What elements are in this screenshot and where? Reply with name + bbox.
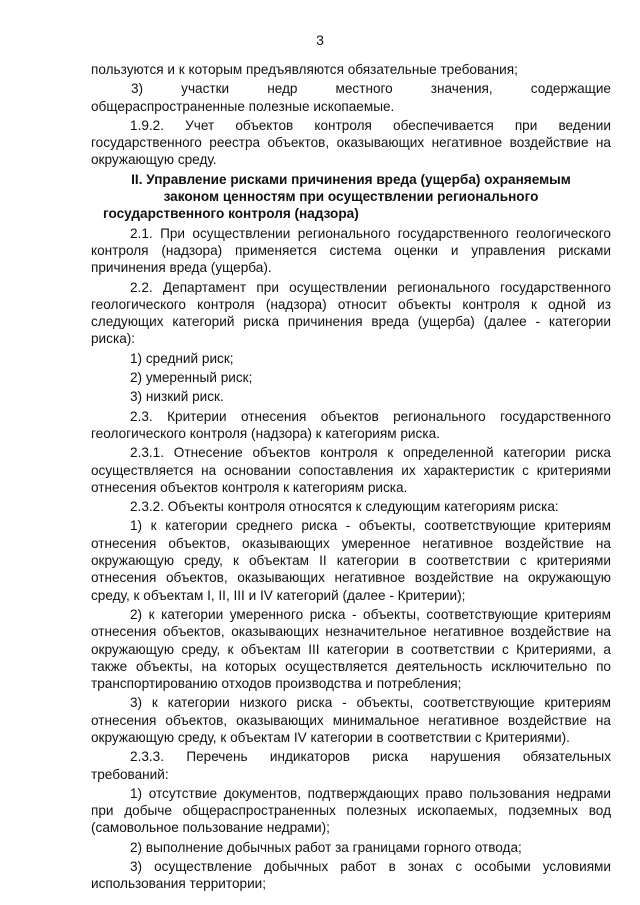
- list-item: 3) осуществление добычных работ в зонах с особыми условиями использования территории;: [91, 859, 611, 892]
- page-number: 3: [316, 32, 324, 48]
- paragraph: 3) участки недр местного значения, содержащие: [131, 81, 611, 97]
- paragraph: общераспространенные полезные ископаемые.: [91, 98, 395, 114]
- paragraph: 2.2. Департамент при осуществлении регионального государственного геологического контроля (надзора) относит объекты контроля к одной из следующих категорий риска причинения вреда (ущерба) (далее - категории риска):: [91, 279, 611, 347]
- paragraph: 2.3.3. Перечень индикаторов риска нарушения обязательных: [130, 749, 611, 765]
- list-item: 1) средний риск;: [130, 350, 234, 366]
- paragraph: требований:: [91, 766, 169, 782]
- list-item: 3) низкий риск.: [130, 389, 224, 405]
- paragraph: 1.9.2. Учет объектов контроля обеспечивается при ведении государственного реестра объектов, оказывающих негативное воздействие на окружающую среду.: [91, 117, 611, 168]
- paragraph: 2.3.1. Отнесение объектов контроля к определенной категории риска осуществляется на основании сопоставления их характеристик с критериями отнесения объектов контроля к категориям риска.: [91, 445, 611, 495]
- list-item: 2) выполнение добычных работ за границами горного отвода;: [130, 839, 522, 855]
- document-body: [91, 61, 611, 893]
- section-heading: II. Управление рисками причинения вреда (ущерба) охраняемым законом ценностям при осуществлении регионального государственного контроля (надзора): [103, 171, 571, 222]
- paragraph: пользуются и к которым предъявляются обязательные требования;: [91, 62, 518, 77]
- paragraph: 2.1. При осуществлении регионального государственного геологического контроля (надзора) применяется система оценки и управления рисками причинения вреда (ущерба).: [91, 225, 611, 276]
- list-item: 3) к категории низкого риска - объекты, соответствующие критериям отнесения объектов, оказывающих минимальное негативное воздействие на окружающую среду, к объектам IV категории в соответствии с Критериями).: [91, 695, 611, 745]
- list-item: 2) умеренный риск;: [130, 370, 253, 386]
- list-item: 1) к категории среднего риска - объекты, соответствующие критериям отнесения объектов, оказывающих умеренное негативное воздействие на окружающую среду, к объектам II категории в соответствии с критериями отнесения объектов, оказывающих негативное воздействие на окружающую среду, к объектам I, II, III и IV категорий (далее - Критерии);: [91, 518, 611, 603]
- list-item: 1) отсутствие документов, подтверждающих право пользования недрами при добыче общераспространенных полезных ископаемых, подземных вод (самовольное пользование недрами);: [91, 785, 611, 836]
- list-item: 2) к категории умеренного риска - объекты, соответствующие критериям отнесения объектов, оказывающих незначительное негативное воздействие на окружающую среду, к объектам III категории в соответствии с Критериями, а также объекты, на которых осуществляется деятельность исключительно по транспортированию отходов производства и потребления;: [91, 606, 611, 692]
- paragraph: 2.3. Критерии отнесения объектов регионального государственного геологического контроля (надзора) к категориям риска.: [91, 408, 611, 441]
- paragraph: 2.3.2. Объекты контроля относятся к следующим категориям риска:: [130, 499, 559, 515]
